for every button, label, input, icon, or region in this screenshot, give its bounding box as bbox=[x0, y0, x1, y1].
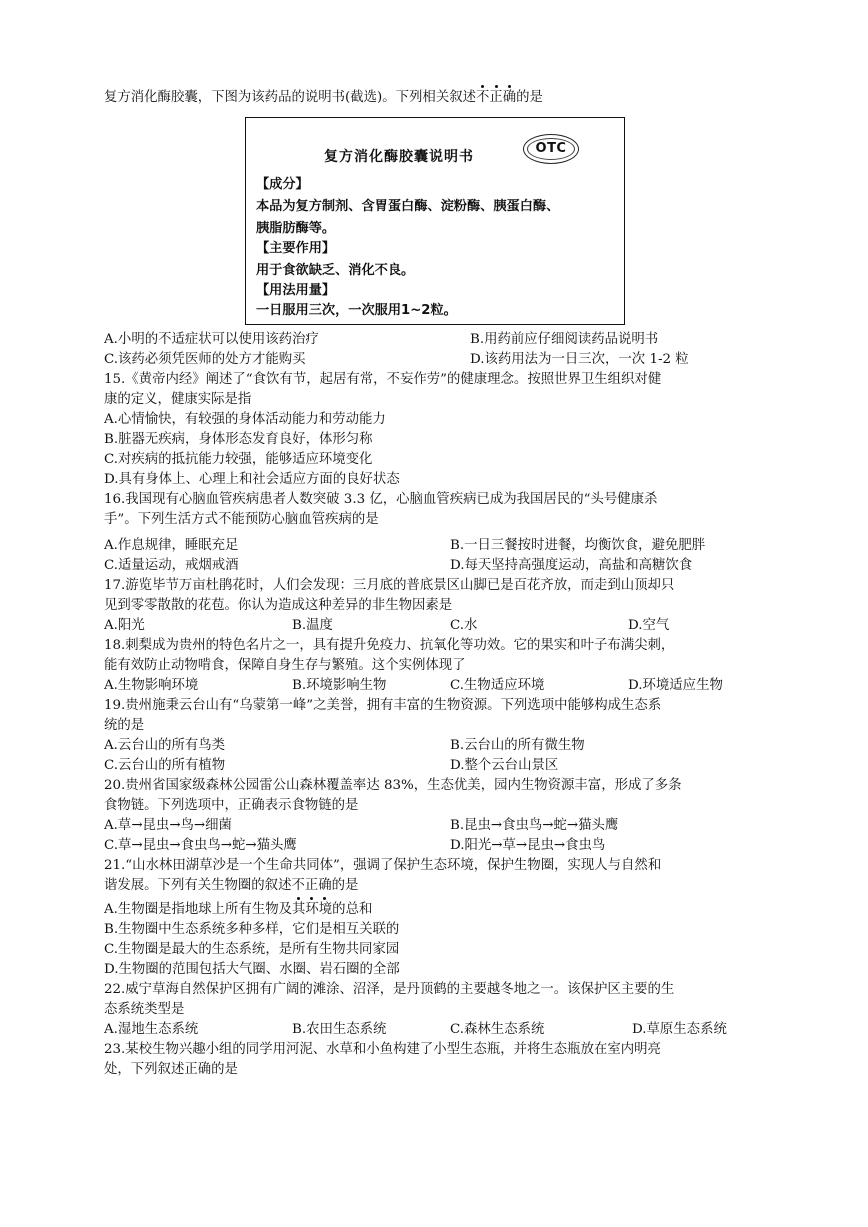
q19-stem-line1: 19.贵州施秉云台山有“乌蒙第一峰”之美誉，拥有丰富的生物资源。下列选项中能够构成生态系 bbox=[104, 698, 662, 713]
q18-stem-line1: 18.刺梨成为贵州的特色名片之一，具有提升免疫力、抗氧化等功效。它的果实和叶子布满尖刺， bbox=[104, 638, 675, 653]
q14-option-d[interactable]: D.该药用法为一日三次，一次 1-2 粒 bbox=[470, 352, 689, 367]
q16-option-c[interactable]: C.适量运动，戒烟戒酒 bbox=[104, 558, 239, 573]
leaflet-title: 复方消化酶胶囊说明书 bbox=[324, 149, 474, 165]
q16-option-d[interactable]: D.每天坚持高强度运动，高盐和高糖饮食 bbox=[450, 558, 693, 573]
q15-option-a[interactable]: A.心情愉快，有较强的身体活动能力和劳动能力 bbox=[104, 412, 386, 427]
leaflet-section-ingredients-head: 【成分】 bbox=[256, 177, 309, 192]
q22-option-d[interactable]: D.草原生态系统 bbox=[632, 1022, 727, 1037]
q21-stem-line2-text: 谐发展。下列有关生物圈的叙述 bbox=[104, 878, 292, 893]
q16-option-a[interactable]: A.作息规律，睡眠充足 bbox=[104, 538, 239, 553]
q15-option-c[interactable]: C.对疾病的抵抗能力较强，能够适应环境变化 bbox=[104, 452, 373, 467]
q19-option-a[interactable]: A.云台山的所有鸟类 bbox=[104, 738, 226, 753]
leaflet-dosage-line1: 一日服用三次，一次服用1~2粒。 bbox=[256, 303, 457, 318]
q14-option-b[interactable]: B.用药前应仔细阅读药品说明书 bbox=[470, 332, 659, 347]
q14-stem-text: 复方消化酶胶囊，下图为该药品的说明书(截选)。下列相关叙述 bbox=[104, 90, 476, 105]
otc-badge-text: OTC bbox=[535, 141, 567, 156]
otc-badge bbox=[523, 134, 579, 164]
emphasis-char: 不 bbox=[476, 88, 489, 108]
q21-stem-line2-end: 的是 bbox=[331, 878, 359, 893]
q21-stem-line1: 21.“山水林田湖草沙是一个生命共同体”，强调了保护生态环境，保护生物圈，实现人与自然和 bbox=[104, 858, 662, 873]
q20-option-d[interactable]: D.阳光→草→昆虫→食虫鸟 bbox=[450, 838, 606, 853]
q23-stem-line2: 处，下列叙述正确的是 bbox=[104, 1062, 238, 1077]
q18-option-c[interactable]: C.生物适应环境 bbox=[450, 678, 545, 693]
q20-option-b[interactable]: B.昆虫→食虫鸟→蛇→猫头鹰 bbox=[450, 818, 619, 833]
q18-option-a[interactable]: A.生物影响环境 bbox=[104, 678, 199, 693]
q18-stem-line2: 能有效防止动物啃食，保障自身生存与繁殖。这个实例体现了 bbox=[104, 658, 466, 673]
leaflet-section-usage-head: 【主要作用】 bbox=[256, 241, 336, 256]
q19-option-c[interactable]: C.云台山的所有植物 bbox=[104, 758, 226, 773]
q20-stem-line2: 食物链。下列选项中，正确表示食物链的是 bbox=[104, 798, 359, 813]
q22-option-a[interactable]: A.湿地生态系统 bbox=[104, 1022, 199, 1037]
q19-option-b[interactable]: B.云台山的所有微生物 bbox=[450, 738, 585, 753]
q19-option-d[interactable]: D.整个云台山景区 bbox=[450, 758, 559, 773]
q16-stem-line1: 16.我国现有心脑血管疾病患者人数突破 3.3 亿，心脑血管疾病已成为我国居民的“头号健康杀 bbox=[104, 492, 658, 507]
q22-stem-line1: 22.威宁草海自然保护区拥有广阔的滩涂、沼泽，是丹顶鹤的主要越冬地之一。该保护区主要的生 bbox=[104, 982, 675, 997]
q20-option-a[interactable]: A.草→昆虫→鸟→细菌 bbox=[104, 818, 232, 833]
q17-option-c[interactable]: C.水 bbox=[450, 618, 478, 633]
q19-stem-line2: 统的是 bbox=[104, 718, 145, 733]
q21-option-b[interactable]: B.生物圈中生态系统多种多样，它们是相互关联的 bbox=[104, 922, 400, 937]
emphasis-char: 确 bbox=[318, 876, 331, 896]
q22-stem-line2: 态系统类型是 bbox=[104, 1002, 185, 1017]
q15-stem-line1: 15.《黄帝内经》阐述了“食饮有节，起居有常，不妄作劳”的健康理念。按照世界卫生组织对健 bbox=[104, 372, 662, 387]
q17-option-a[interactable]: A.阳光 bbox=[104, 618, 145, 633]
q22-option-b[interactable]: B.农田生态系统 bbox=[292, 1022, 387, 1037]
q18-option-d[interactable]: D.环境适应生物 bbox=[628, 678, 723, 693]
q21-stem-line2 bbox=[104, 876, 358, 896]
emphasis-char: 正 bbox=[305, 876, 318, 896]
emphasis-char: 不 bbox=[291, 876, 304, 896]
q18-option-b[interactable]: B.环境影响生物 bbox=[292, 678, 387, 693]
leaflet-usage-line1: 用于食欲缺乏、消化不良。 bbox=[256, 263, 415, 278]
emphasis-char: 正 bbox=[489, 88, 502, 108]
q14-option-c[interactable]: C.该药必须凭医师的处方才能购买 bbox=[104, 352, 306, 367]
q15-option-b[interactable]: B.脏器无疾病，身体形态发育良好，体形匀称 bbox=[104, 432, 373, 447]
q23-stem-line1: 23.某校生物兴趣小组的同学用河泥、水草和小鱼构建了小型生态瓶，并将生态瓶放在室内明亮 bbox=[104, 1042, 661, 1057]
q15-option-d[interactable]: D.具有身体上、心理上和社会适应方面的良好状态 bbox=[104, 472, 400, 487]
q17-option-b[interactable]: B.温度 bbox=[292, 618, 333, 633]
emphasis-char: 确 bbox=[503, 88, 516, 108]
q16-option-b[interactable]: B.一日三餐按时进餐，均衡饮食，避免肥胖 bbox=[450, 538, 706, 553]
q14-stem-end: 的是 bbox=[516, 90, 543, 105]
q16-stem-line2: 手”。下列生活方式不能预防心脑血管疾病的是 bbox=[104, 512, 379, 527]
q20-option-c[interactable]: C.草→昆虫→食虫鸟→蛇→猫头鹰 bbox=[104, 838, 297, 853]
q22-option-c[interactable]: C.森林生态系统 bbox=[450, 1022, 545, 1037]
leaflet-section-dosage-head: 【用法用量】 bbox=[256, 283, 336, 298]
q17-stem-line2: 见到零零散散的花苞。你认为造成这种差异的非生物因素是 bbox=[104, 598, 453, 613]
q17-stem-line1: 17.游览毕节万亩杜鹃花时，人们会发现：三月底的普底景区山脚已是百花齐放，而走到山顶却只 bbox=[104, 578, 675, 593]
q21-option-a[interactable]: A.生物圈是指地球上所有生物及其环境的总和 bbox=[104, 902, 373, 917]
medicine-leaflet bbox=[245, 117, 625, 325]
q21-option-c[interactable]: C.生物圈是最大的生态系统，是所有生物共同家园 bbox=[104, 942, 400, 957]
leaflet-ingredients-line1: 本品为复方制剂、含胃蛋白酶、淀粉酶、胰蛋白酶、 bbox=[256, 199, 560, 214]
q21-stem-emphasis bbox=[291, 878, 331, 893]
leaflet-ingredients-line2: 胰脂肪酶等。 bbox=[256, 221, 336, 236]
q14-stem-emphasis bbox=[476, 90, 516, 105]
q21-option-d[interactable]: D.生物圈的范围包括大气圈、水圈、岩石圈的全部 bbox=[104, 962, 400, 977]
q15-stem-line2: 康的定义，健康实际是指 bbox=[104, 392, 252, 407]
q20-stem-line1: 20.贵州省国家级森林公园雷公山森林覆盖率达 83%，生态优美，园内生物资源丰富，形成了多条 bbox=[104, 778, 682, 793]
q17-option-d[interactable]: D.空气 bbox=[628, 618, 670, 633]
q14-option-a[interactable]: A.小明的不适症状可以使用该药治疗 bbox=[104, 332, 319, 347]
q14-stem bbox=[104, 88, 543, 108]
